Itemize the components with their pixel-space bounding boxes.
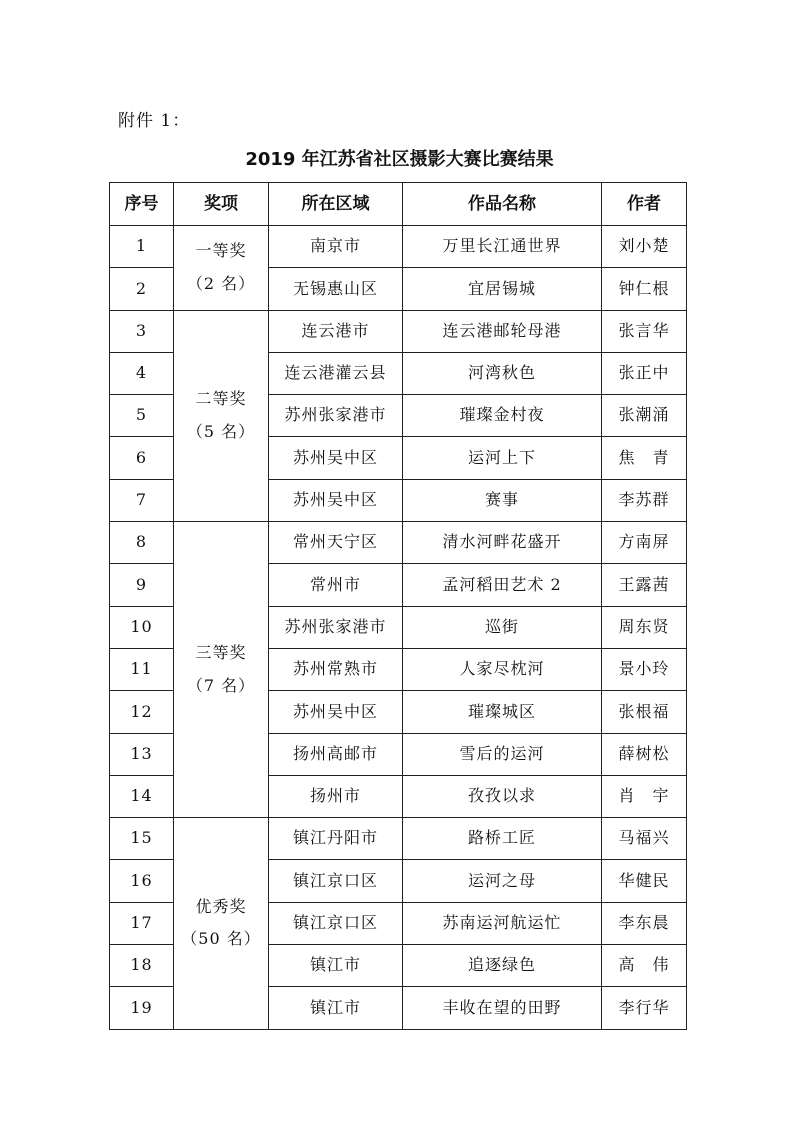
row-no: 15 xyxy=(110,818,174,860)
row-no: 8 xyxy=(110,522,174,564)
award-name: 三等奖 xyxy=(195,642,247,662)
row-region: 连云港市 xyxy=(269,310,403,352)
row-author: 张言华 xyxy=(602,310,687,352)
row-no: 12 xyxy=(110,691,174,733)
row-region: 连云港灌云县 xyxy=(269,352,403,394)
row-work: 丰收在望的田野 xyxy=(403,987,602,1029)
row-region: 苏州张家港市 xyxy=(269,395,403,437)
row-no: 5 xyxy=(110,395,174,437)
award-name: 二等奖 xyxy=(195,389,247,409)
header-author: 作者 xyxy=(602,183,687,226)
table-row xyxy=(110,310,687,352)
award-count: （7 名） xyxy=(186,675,256,695)
row-region: 南京市 xyxy=(269,226,403,268)
header-no: 序号 xyxy=(110,183,174,226)
award-cell-third xyxy=(174,522,269,818)
award-count: （2 名） xyxy=(186,273,256,293)
row-region: 扬州高邮市 xyxy=(269,733,403,775)
table-header-row xyxy=(110,183,687,226)
row-work: 运河上下 xyxy=(403,437,602,479)
row-region: 常州天宁区 xyxy=(269,522,403,564)
award-name: 一等奖 xyxy=(195,241,247,260)
row-no: 18 xyxy=(110,945,174,987)
row-author: 李东晨 xyxy=(602,902,687,944)
table-row xyxy=(110,522,687,564)
row-author: 景小玲 xyxy=(602,648,687,690)
row-region: 镇江市 xyxy=(269,945,403,987)
award-count: （50 名） xyxy=(181,929,261,949)
row-region: 苏州常熟市 xyxy=(269,648,403,690)
row-work: 万里长江通世界 xyxy=(403,226,602,268)
row-region: 扬州市 xyxy=(269,775,403,817)
row-no: 4 xyxy=(110,352,174,394)
row-author: 马福兴 xyxy=(602,818,687,860)
row-work: 追逐绿色 xyxy=(403,945,602,987)
row-no: 3 xyxy=(110,310,174,352)
row-work: 璀璨金村夜 xyxy=(403,395,602,437)
row-no: 13 xyxy=(110,733,174,775)
row-no: 10 xyxy=(110,606,174,648)
row-work: 巡街 xyxy=(403,606,602,648)
row-region: 镇江丹阳市 xyxy=(269,818,403,860)
award-cell-second xyxy=(174,310,269,521)
header-work: 作品名称 xyxy=(403,183,602,226)
row-work: 雪后的运河 xyxy=(403,733,602,775)
row-work: 苏南运河航运忙 xyxy=(403,902,602,944)
row-work: 河湾秋色 xyxy=(403,352,602,394)
row-region: 无锡惠山区 xyxy=(269,268,403,310)
table-row xyxy=(110,226,687,268)
row-author: 方南屏 xyxy=(602,522,687,564)
row-region: 常州市 xyxy=(269,564,403,606)
header-region: 所在区域 xyxy=(269,183,403,226)
row-work: 路桥工匠 xyxy=(403,818,602,860)
row-region: 镇江市 xyxy=(269,987,403,1029)
row-work: 运河之母 xyxy=(403,860,602,902)
results-table xyxy=(109,182,687,1030)
row-region: 镇江京口区 xyxy=(269,902,403,944)
row-no: 2 xyxy=(110,268,174,310)
row-work: 孜孜以求 xyxy=(403,775,602,817)
row-author: 肖 宇 xyxy=(602,775,687,817)
row-no: 17 xyxy=(110,902,174,944)
row-region: 镇江京口区 xyxy=(269,860,403,902)
row-author: 薛树松 xyxy=(602,733,687,775)
row-author: 焦 青 xyxy=(602,437,687,479)
row-author: 钟仁根 xyxy=(602,268,687,310)
row-author: 华健民 xyxy=(602,860,687,902)
row-no: 16 xyxy=(110,860,174,902)
award-name: 优秀奖 xyxy=(195,896,247,916)
row-author: 张根福 xyxy=(602,691,687,733)
row-work: 璀璨城区 xyxy=(403,691,602,733)
row-work: 清水河畔花盛开 xyxy=(403,522,602,564)
row-region: 苏州张家港市 xyxy=(269,606,403,648)
row-region: 苏州吴中区 xyxy=(269,691,403,733)
row-author: 李行华 xyxy=(602,987,687,1029)
row-work: 人家尽枕河 xyxy=(403,648,602,690)
attachment-label: 附件 1： xyxy=(118,111,191,131)
page-title: 2019 年江苏省社区摄影大赛比赛结果 xyxy=(245,149,554,170)
row-author: 张正中 xyxy=(602,352,687,394)
row-author: 张潮涌 xyxy=(602,395,687,437)
row-author: 王露茜 xyxy=(602,564,687,606)
award-count: （5 名） xyxy=(186,421,256,441)
row-no: 14 xyxy=(110,775,174,817)
row-work: 连云港邮轮母港 xyxy=(403,310,602,352)
row-region: 苏州吴中区 xyxy=(269,479,403,521)
row-no: 19 xyxy=(110,987,174,1029)
row-author: 周东贤 xyxy=(602,606,687,648)
row-work: 孟河稻田艺术 2 xyxy=(403,564,602,606)
row-no: 7 xyxy=(110,479,174,521)
row-author: 刘小楚 xyxy=(602,226,687,268)
table-row xyxy=(110,818,687,860)
row-author: 李苏群 xyxy=(602,479,687,521)
row-no: 11 xyxy=(110,648,174,690)
row-no: 6 xyxy=(110,437,174,479)
row-no: 1 xyxy=(110,226,174,268)
row-work: 宜居锡城 xyxy=(403,268,602,310)
row-work: 赛事 xyxy=(403,479,602,521)
row-region: 苏州吴中区 xyxy=(269,437,403,479)
award-cell-first xyxy=(174,226,269,311)
award-cell-merit xyxy=(174,818,269,1029)
row-no: 9 xyxy=(110,564,174,606)
row-author: 高 伟 xyxy=(602,945,687,987)
header-award: 奖项 xyxy=(174,183,269,226)
